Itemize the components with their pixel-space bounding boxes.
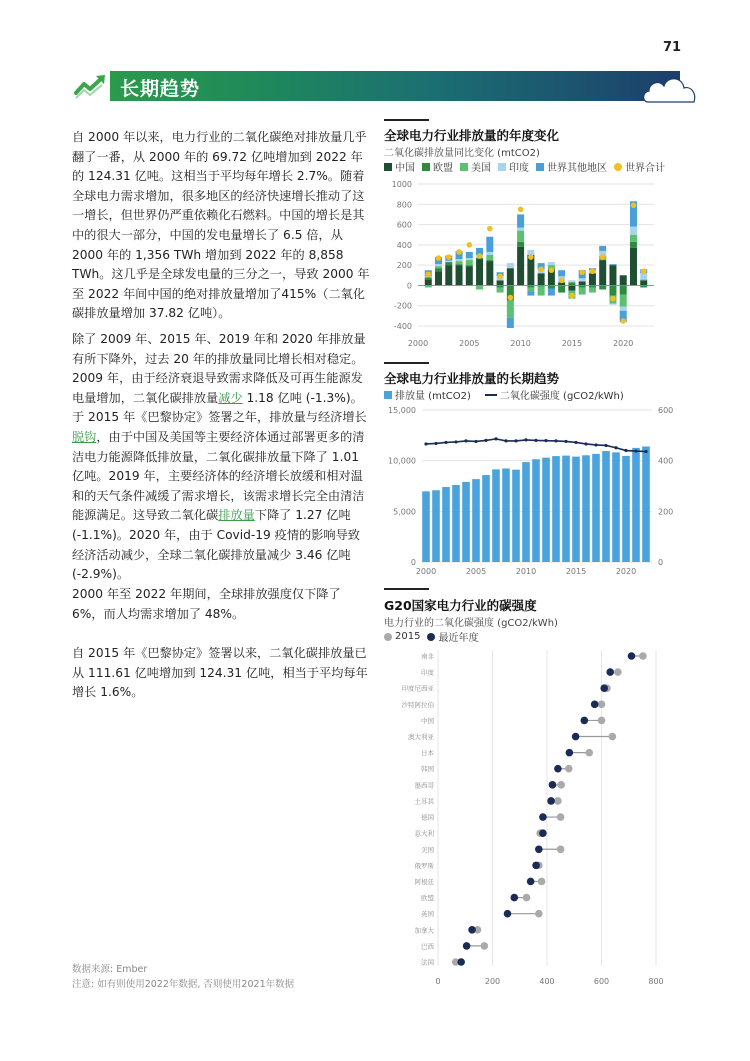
chart1-bar-india	[640, 273, 647, 279]
chart1-xtick: 2020	[613, 339, 634, 348]
paragraph-1: 自 2000 年以来，电力行业的二氧化碳绝对排放量几乎翻了一番，从 2000 年的 69.72 亿吨增加到 2022 年的 124.31 亿吨。这相当于平均每年增长 2.7%。随着全球电力需求增加，很多地区的经济快速增长推动了这一增长，但世界仍严重依赖化石燃料。中国的增长是其中的很大一部分，中国的发电量增长了 6.5 倍，从 2000 年的 1,356 TWh 增加到 2022 年的 8,858 TWh。这几乎是全球发电量的三分之一，导致 2000 年至 2022 年间中国的绝对排放量增加了415%（二氧化碳排放量增加 37.82 亿吨）。	[72, 130, 370, 321]
chart1-world-total-point	[641, 268, 647, 274]
chart3-dot-recent	[535, 845, 543, 853]
paragraph-3: 2000 年至 2022 年期间，全球排放强度仅下降了 6%，而人均需求增加了 48%。	[72, 587, 341, 621]
chart1-bar-eu	[425, 277, 432, 279]
chart1-ytick: 400	[396, 240, 412, 250]
chart2-bar	[542, 458, 550, 562]
chart3-country-label: 墨西哥	[414, 781, 434, 790]
chart3-country-label: 韩国	[421, 765, 434, 774]
chart3-country-label: 法国	[421, 958, 434, 967]
chart2-ytick-left: 0	[410, 558, 416, 567]
chart1-world-total-point	[590, 268, 596, 274]
chart2-bar	[492, 469, 500, 562]
chart2-bar	[572, 457, 580, 562]
chart1-bar-china	[640, 280, 647, 285]
chart3-dot-recent	[463, 942, 471, 950]
chart3-dot-recent	[606, 668, 614, 676]
chart3-dot-recent	[572, 733, 580, 741]
chart1-bar-eu	[568, 282, 575, 285]
chart1-world-total-point	[631, 203, 637, 209]
chart3-dot-recent	[554, 765, 562, 773]
chart3-dot-2015	[639, 652, 647, 660]
chart1-bar-china	[609, 265, 616, 285]
chart2-intensity-point	[624, 449, 627, 452]
chart2-intensity-point	[524, 438, 527, 441]
chart1-bar-us	[507, 301, 514, 318]
chart2-bar	[482, 475, 490, 562]
chart3-dot-recent	[504, 910, 512, 918]
chart1-world-total-point	[549, 267, 555, 273]
chart1-bar-china	[517, 247, 524, 286]
chart1-bar-row	[558, 270, 565, 276]
chart3-xtick: 400	[539, 977, 555, 986]
chart3-dot-2015	[481, 942, 489, 950]
chart1-world-total-point	[559, 278, 565, 284]
chart3-country-label: 印度	[421, 668, 434, 677]
chart1-ylabel: 二氧化碳排放量同比变化 (mtCO2)	[384, 148, 540, 159]
chart3-dot-2015	[614, 668, 622, 676]
chart3-country-label: 印度尼西亚	[401, 684, 434, 693]
chart1-bar-us	[579, 287, 586, 294]
chart1-bar-india	[507, 263, 514, 268]
chart1-world-total-point	[600, 254, 606, 260]
chart1-ytick: 600	[396, 220, 412, 230]
chart3-dot-recent	[532, 862, 540, 870]
chart3-dot-2015	[535, 910, 543, 918]
chart1-bar-india	[579, 278, 586, 281]
chart2-intensity-point	[434, 442, 437, 445]
chart1-bar-row	[486, 237, 493, 252]
chart2-bar	[612, 452, 620, 562]
chart1-world-total-point	[497, 274, 503, 280]
chart3-dot-2015	[554, 797, 562, 805]
chart3-country-label: 日本	[421, 749, 434, 758]
chart1-ytick: 200	[396, 261, 412, 271]
chart1-bar-eu	[517, 242, 524, 247]
chart1-bar-china	[466, 266, 473, 285]
chart1-bar-us	[640, 279, 647, 280]
chart1-bar-us	[497, 287, 504, 292]
chart1-bar-eu	[486, 260, 493, 261]
chart1-bar-india	[466, 258, 473, 260]
legend-2015: 2015	[384, 631, 420, 642]
chart2-xtick: 2020	[615, 567, 637, 576]
chart2-ytick-left: 15,000	[388, 406, 416, 415]
chart3-dot-2015	[565, 765, 573, 773]
cloud-decoration-icon	[640, 64, 700, 104]
chart3-dot-recent	[581, 717, 589, 725]
chart3-legend	[384, 629, 478, 644]
legend-us: 美国	[460, 159, 491, 174]
chart2-intensity-point	[634, 449, 637, 452]
chart1-bar-row	[517, 214, 524, 227]
chart1-bar-india	[486, 252, 493, 255]
chart2-long-term	[384, 402, 680, 580]
chart1-bar-us	[466, 260, 473, 265]
legend-recent: 最近年度	[427, 629, 478, 644]
chart1-bar-eu	[435, 268, 442, 271]
chart3-dot-recent	[628, 652, 636, 660]
chart2-intensity-point	[444, 441, 447, 444]
chart1-xtick: 2010	[510, 339, 531, 348]
chart3-dot-recent	[457, 958, 465, 966]
chart1-bar-india	[568, 280, 575, 282]
chart3-country-label: 欧盟	[421, 894, 434, 903]
chart1-bar-us	[486, 255, 493, 260]
chart1-rule	[384, 119, 429, 121]
paragraph-4: 自 2015 年《巴黎协定》签署以来，二氧化碳排放量已从 111.61 亿吨增加到 124.31 亿吨，相当于平均每年增长 1.6%。	[72, 646, 368, 700]
chart3-country-label: 美国	[421, 845, 434, 854]
chart3-dot-recent	[539, 829, 547, 837]
chart1-world-total-point	[620, 318, 626, 324]
chart1-world-total-point	[446, 254, 452, 260]
chart1-world-total-point	[569, 293, 575, 299]
chart2-ytick-right: 600	[658, 406, 674, 415]
chart2-intensity-point	[564, 440, 567, 443]
chart3-dot-2015	[557, 813, 565, 821]
page-number: 71	[663, 40, 682, 55]
chart1-bar-india	[630, 227, 637, 235]
chart2-ytick-right: 200	[658, 507, 674, 517]
chart3-dot-2015	[609, 733, 617, 741]
chart2-bar	[602, 451, 610, 562]
data-note: 注意: 如有则使用2022年数据, 否则使用2021年数据	[72, 979, 295, 990]
chart1-annual-change	[384, 176, 680, 352]
chart1-world-total-point	[436, 255, 442, 261]
chart1-bar-us	[620, 295, 627, 307]
chart1-bar-india	[609, 304, 616, 305]
p2-text-b: 1.18 亿吨 (-1.3%)。于 2015 年《巴黎协定》签署之年，排放量与经济增长	[72, 390, 367, 425]
chart1-bar-china	[630, 248, 637, 286]
chart1-bar-us	[630, 235, 637, 242]
chart2-intensity-point	[554, 439, 557, 442]
paragraph-2	[72, 330, 372, 585]
p2-text-c: ，由于中国及美国等主要经济体通过部署更多的清洁电力能源降低排放量，二氧化碳排放量下降了 1.01 亿吨。2019 年，主要经济体的经济增长放缓和相对温和的天气条件减缓了需求增长，该需求增长完全由清洁能源满足。这导致二氧化碳	[72, 429, 365, 523]
chart1-bar-china	[599, 260, 606, 285]
chart1-world-total-point	[477, 253, 483, 259]
chart1-bar-row	[527, 292, 534, 296]
data-source: 数据来源: Ember	[72, 964, 148, 975]
chart1-bar-row	[609, 264, 616, 265]
chart2-intensity-point	[614, 446, 617, 449]
chart2-xtick: 2000	[415, 567, 437, 576]
chart1-bar-china	[456, 265, 463, 285]
chart2-xtick: 2010	[515, 567, 537, 576]
chart2-intensity-point	[464, 439, 467, 442]
chart1-bar-eu	[456, 264, 463, 265]
chart2-bar	[462, 482, 470, 562]
p2-text-a: 除了 2009 年、2015 年、2019 年和 2020 年排放量有所下降外，过去 20 年的排放量同比增长相对稳定。2009 年，由于经济衰退导致需求降低及可再生能源发电量增加，二氧化碳排放量	[72, 332, 366, 405]
chart1-xtick: 2005	[459, 339, 480, 348]
chart1-bar-china	[568, 285, 575, 290]
chart2-bar	[472, 479, 480, 562]
chart2-bar	[582, 455, 590, 562]
chart1-title: 全球电力行业排放量的年度变化	[384, 128, 560, 143]
chart1-bar-china	[445, 265, 452, 285]
chart3-dot-recent	[549, 781, 557, 789]
link-emissions[interactable]: 排放量	[218, 508, 255, 523]
chart2-intensity-point	[424, 442, 427, 445]
chart3-country-label: 中国	[421, 716, 434, 725]
chart1-bar-us	[527, 287, 534, 291]
chart1-world-total-point	[467, 242, 473, 248]
chart2-bar	[552, 456, 560, 562]
chart3-country-label: 阿根廷	[414, 877, 434, 886]
chart3-dot-recent	[600, 684, 608, 692]
chart1-bar-eu	[445, 262, 452, 265]
chart2-intensity-point	[574, 441, 577, 444]
chart2-bar	[432, 490, 440, 562]
chart3-dot-2015	[585, 749, 593, 757]
chart1-world-total-point	[528, 254, 534, 260]
chart1-bar-eu	[466, 265, 473, 266]
chart3-dot-recent	[539, 813, 547, 821]
chart2-xtick: 2015	[565, 567, 587, 576]
chart2-bar	[622, 456, 630, 562]
chart3-xtick: 0	[435, 977, 441, 986]
chart1-bar-row	[599, 246, 606, 251]
chart2-bar	[522, 462, 530, 562]
chart1-bar-row	[507, 318, 514, 328]
chart2-bar	[642, 446, 650, 562]
chart1-bar-us	[517, 231, 524, 242]
chart1-bar-us	[476, 285, 483, 289]
chart1-bar-india	[517, 228, 524, 231]
chart3-xtick: 600	[593, 977, 610, 986]
chart1-bar-india	[620, 307, 627, 311]
chart1-bar-china	[425, 279, 432, 285]
chart1-bar-china	[579, 281, 586, 285]
chart3-xlabel: 电力行业的二氧化碳强度 (gCO2/kWh)	[384, 618, 558, 629]
chart1-bar-eu	[548, 285, 555, 288]
chart2-title: 全球电力行业排放量的长期趋势	[384, 371, 560, 386]
chart1-ytick: 1000	[391, 180, 412, 189]
chart3-country-label: 德国	[421, 813, 434, 822]
chart2-intensity-point	[644, 450, 647, 453]
chart2-intensity-point	[484, 439, 487, 442]
chart1-world-total-point	[579, 269, 585, 275]
chart1-bar-eu	[558, 285, 565, 292]
chart1-ytick: -400	[393, 322, 412, 331]
chart1-bar-us	[435, 266, 442, 268]
chart3-dot-2015	[598, 717, 606, 725]
chart3-dot-recent	[591, 701, 599, 709]
chart3-country-label: 意大利	[414, 829, 434, 838]
chart2-bar	[562, 456, 570, 562]
chart2-intensity-point	[514, 439, 517, 442]
chart1-bar-china	[538, 273, 545, 285]
legend-row: 世界其他地区	[536, 159, 607, 174]
chart2-bar	[452, 485, 460, 562]
chart2-intensity-point	[604, 444, 607, 447]
chart1-bar-india	[456, 259, 463, 261]
chart3-dot-recent	[547, 797, 555, 805]
chart1-bar-india	[435, 264, 442, 266]
chart2-xtick: 2005	[465, 567, 487, 576]
chart1-ytick: 800	[396, 200, 412, 210]
chart1-ytick: 0	[406, 281, 412, 291]
section-banner	[72, 71, 680, 101]
chart1-legend	[384, 159, 665, 174]
chart2-intensity-point	[584, 442, 587, 445]
chart1-world-total-point	[487, 226, 493, 232]
chart1-world-total-point	[538, 266, 544, 272]
chart2-intensity-point	[594, 443, 597, 446]
legend-china: 中国	[384, 159, 415, 174]
legend-emissions: 排放量 (mtCO2)	[384, 387, 471, 402]
chart3-xtick: 200	[484, 977, 501, 986]
chart2-intensity-point	[504, 439, 507, 442]
chart3-dot-2015	[557, 845, 565, 853]
chart1-xtick: 2015	[561, 339, 583, 348]
chart1-bar-china	[507, 268, 514, 285]
chart2-bar	[442, 487, 450, 562]
chart2-bar	[592, 454, 600, 562]
chart3-country-label: 沙特阿拉伯	[401, 700, 434, 709]
chart1-world-total-point	[610, 296, 616, 302]
chart3-dot-2015	[557, 781, 565, 789]
legend-india: 印度	[498, 159, 529, 174]
legend-world: 世界合计	[614, 159, 665, 174]
chart3-dot-2015	[538, 878, 546, 886]
chart1-bar-us	[456, 261, 463, 264]
chart2-intensity-point	[544, 439, 547, 442]
chart1-bar-eu	[630, 242, 637, 248]
legend-intensity: 二氧化碳强度 (gCO2/kWh)	[485, 387, 624, 402]
chart2-intensity-point	[534, 439, 537, 442]
chart3-xtick: 800	[648, 977, 664, 986]
chart1-bar-eu	[609, 285, 616, 295]
chart1-bar-eu	[620, 285, 627, 294]
chart2-ytick-left: 5,000	[393, 507, 416, 517]
chart2-ytick-right: 0	[658, 558, 664, 567]
chart1-bar-china	[620, 275, 627, 285]
chart3-country-label: 加拿大	[414, 926, 434, 935]
chart2-intensity-point	[494, 437, 497, 440]
chart3-country-label: 俄罗斯	[414, 861, 434, 870]
chart2-bar	[502, 468, 510, 562]
link-decrease[interactable]: 减少	[218, 390, 243, 405]
link-decouple[interactable]: 脱钩	[72, 429, 97, 444]
chart1-bar-china	[435, 271, 442, 285]
chart1-bar-india	[548, 262, 555, 265]
chart3-country-label: 南非	[421, 652, 434, 661]
chart1-bar-india	[445, 261, 452, 263]
chart1-bar-us	[538, 286, 545, 295]
chart3-country-label: 土耳其	[414, 797, 434, 806]
chart1-bar-china	[486, 261, 493, 285]
chart1-bar-row	[466, 252, 473, 258]
chart1-xtick: 2000	[407, 339, 429, 348]
chart1-world-total-point	[508, 295, 514, 301]
chart3-dot-recent	[468, 926, 476, 934]
chart1-bar-row	[548, 288, 555, 295]
trend-up-icon	[72, 71, 110, 101]
chart2-intensity-point	[454, 440, 457, 443]
chart1-bar-china	[589, 273, 596, 285]
chart3-dot-recent	[527, 878, 535, 886]
chart3-g20-intensity	[384, 644, 680, 990]
chart3-country-label: 澳大利亚	[408, 733, 434, 742]
chart3-country-label: 巴西	[421, 942, 434, 951]
chart2-bar	[512, 470, 520, 562]
chart1-ytick: -200	[393, 301, 412, 311]
chart1-bar-eu	[599, 285, 606, 289]
legend-eu: 欧盟	[422, 159, 453, 174]
chart2-ytick-left: 10,000	[388, 456, 416, 466]
chart3-dot-recent	[511, 894, 519, 902]
chart1-world-total-point	[518, 207, 524, 213]
chart2-intensity-point	[474, 440, 477, 443]
chart1-world-total-point	[425, 271, 431, 277]
chart3-country-label: 英国	[421, 910, 434, 919]
chart2-rule	[384, 362, 429, 364]
chart2-bar	[422, 491, 430, 562]
chart2-bar	[532, 459, 540, 562]
chart3-title: G20国家电力行业的碳强度	[384, 598, 537, 613]
chart1-bar-china	[497, 280, 504, 285]
section-title: 长期趋势	[120, 78, 201, 100]
chart1-world-total-point	[456, 249, 462, 255]
chart1-bar-us	[589, 287, 596, 292]
chart2-bar	[632, 448, 640, 562]
chart3-dot-recent	[566, 749, 574, 757]
chart2-legend	[384, 387, 624, 402]
chart3-rule	[384, 588, 429, 590]
chart3-dot-2015	[598, 701, 606, 709]
p2-text-d: 下降了 1.27 亿吨 (-1.1%)。2020 年，由于 Covid-19 疫情的影响导致经济活动减少，全球二氧化碳排放量减少 3.46 亿吨 (-2.9%)。	[72, 508, 360, 582]
chart1-bar-china	[476, 259, 483, 285]
chart3-dot-2015	[523, 894, 531, 902]
chart2-ytick-right: 400	[658, 456, 674, 466]
